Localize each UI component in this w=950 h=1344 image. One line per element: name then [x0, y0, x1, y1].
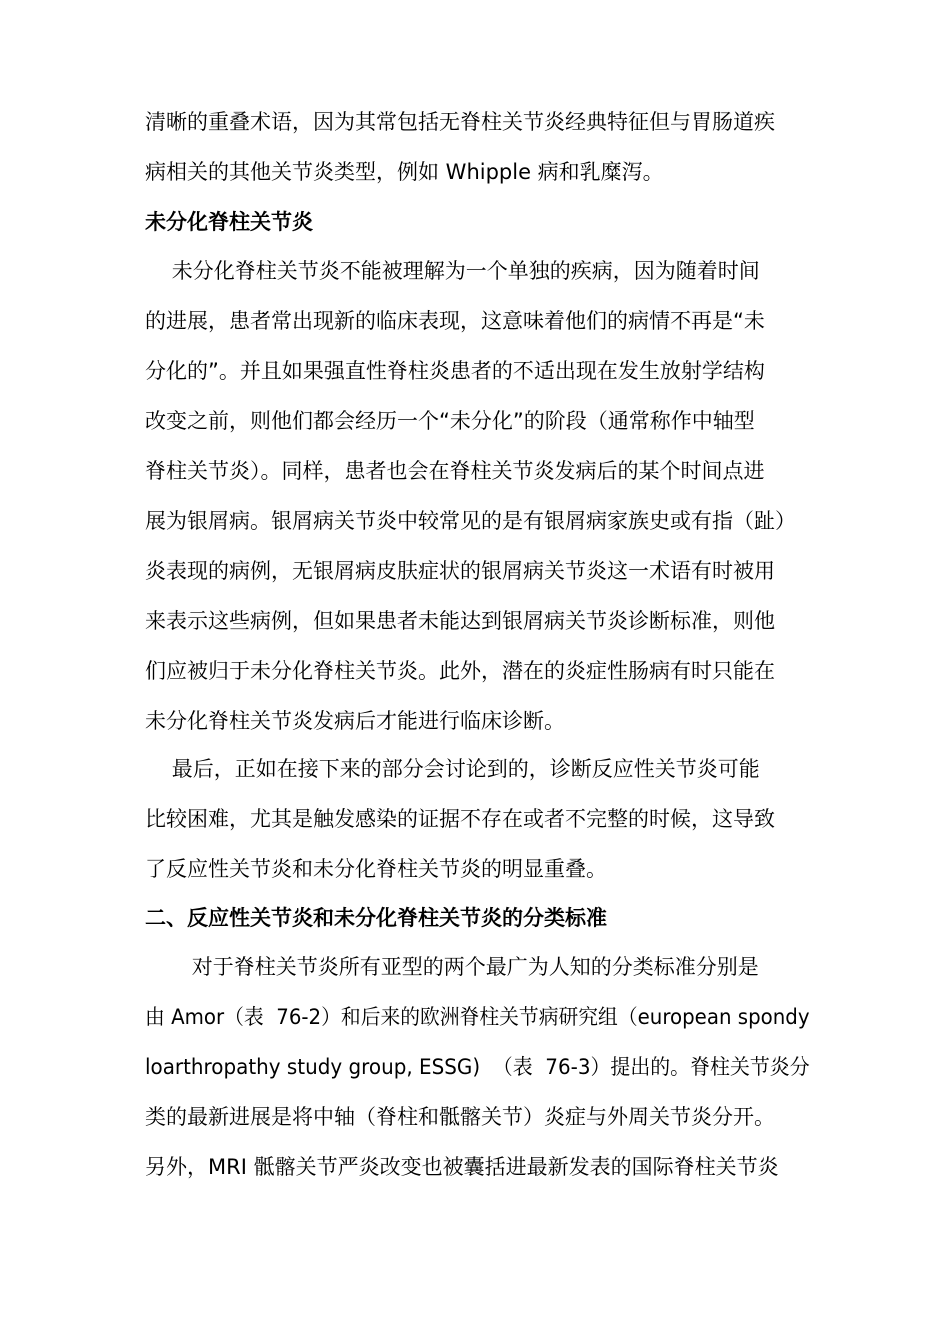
heading-text: 二、反应性关节炎和未分化脊柱关节炎的分类标准 [145, 906, 607, 930]
paragraph-line: 最后，正如在接下来的部分会讨论到的，诊断反应性关节炎可能 [145, 757, 760, 781]
paragraph-line: 分化的”。并且如果强直性脊柱炎患者的不适出现在发生放射学结构 [145, 359, 765, 383]
paragraph-line: 未分化脊柱关节炎发病后才能进行临床诊断。 [145, 709, 565, 733]
heading-text: 未分化脊柱关节炎 [145, 210, 313, 234]
paragraph-line: 的进展，患者常出现新的临床表现，这意味着他们的病情不再是“未 [145, 309, 765, 333]
paragraph-line: loarthropathy study group, ESSG) （表 76-3）提出的。脊柱关节炎分 [145, 1055, 810, 1079]
paragraph-line: 清晰的重叠术语，因为其常包括无脊柱关节炎经典特征但与胃肠道疾 [145, 110, 775, 134]
paragraph-line: 比较困难，尤其是触发感染的证据不存在或者不完整的时候，这导致 [145, 807, 775, 831]
paragraph-line: 来表示这些病例，但如果患者未能达到银屑病关节炎诊断标准，则他 [145, 609, 775, 633]
paragraph-line: 改变之前，则他们都会经历一个“未分化”的阶段（通常称作中轴型 [145, 409, 755, 433]
paragraph-line: 由 Amor（表 76-2）和后来的欧洲脊柱关节病研究组（european spondy [145, 1005, 810, 1029]
paragraph-line: 炎表现的病例，无银屑病皮肤症状的银屑病关节炎这一术语有时被用 [145, 559, 775, 583]
paragraph-line: 对于脊柱关节炎所有亚型的两个最广为人知的分类标准分别是 [145, 955, 759, 979]
paragraph-line: 类的最新进展是将中轴（脊柱和骶髂关节）炎症与外周关节炎分开。 [145, 1105, 775, 1129]
paragraph-line: 病相关的其他关节炎类型，例如 Whipple 病和乳糜泻。 [145, 160, 664, 184]
paragraph-line: 脊柱关节炎）。同样，患者也会在脊柱关节炎发病后的某个时间点进 [145, 459, 765, 483]
paragraph-line: 了反应性关节炎和未分化脊柱关节炎的明显重叠。 [145, 857, 607, 881]
paragraph-line: 们应被归于未分化脊柱关节炎。此外，潜在的炎症性肠病有时只能在 [145, 659, 775, 683]
paragraph-line: 展为银屑病。银屑病关节炎中较常见的是有银屑病家族史或有指（趾） [145, 509, 796, 533]
paragraph-line: 未分化脊柱关节炎不能被理解为一个单独的疾病，因为随着时间 [145, 259, 760, 283]
paragraph-line: 另外，MRI 骶髂关节严炎改变也被囊括进最新发表的国际脊柱关节炎 [145, 1155, 779, 1179]
